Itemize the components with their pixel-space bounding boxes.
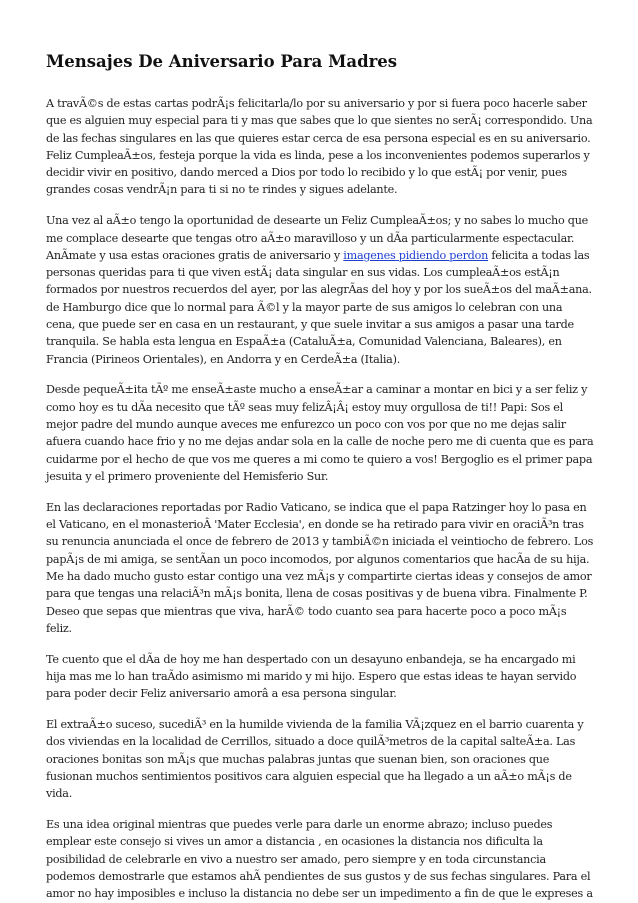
paragraph-7: Es una idea original mientras que puedes verle para darle un enorme abrazo; incluso puedes emplear este consejo si vives un amor a distancia , en ocasiones la distancia nos dificulta la posibilidad de celebrarle en vivo a nuestro ser amado, pero siempre y en toda circunstancia podemos demostrarle que estamos ahÃ pendientes de sus gustos y de sus fechas singulares. Para el amor no hay imposibles e incluso la distancia no debe ser un impedimento a fin de que le expreses a [46,817,593,901]
paragraph-2-text-after: felicita a todas las personas queridas para ti que viven estÃ¡ data singular en sus vidas. Los cumpleaÃ±os estÃ¡n formados por nuestros recuerdos del ayer, por las alegrÃas del hoy y por los sueÃ±os del maÃ±ana. de Hamburgo dice que lo normal para Ã©l y la mayor parte de sus amigos lo celebran con una cena, que puede ser en casa en un restaurant, y que suele invitar a sus amigos a pasar una tarde tranquila. Se habla esta lengua en EspaÃ±a (CataluÃ±a, Comunidad Valenciana, Baleares), en Francia (Pirineos Orientales), en Andorra y en CerdeÃ±a (Italia). [46,248,592,366]
paragraph-5: Te cuento que el dÃa de hoy me han despertado con un desayuno enbandeja, se ha encargado mi hija mas me lo han traÃdo asimismo mi marido y mi hijo. Espero que estas ideas te hayan servido para poder decir Feliz aniversario amorâ a esa persona singular. [46,652,577,701]
document-title: Mensajes De Aniversario Para Madres [46,52,398,71]
paragraph-3: Desde pequeÃ±ita tÃº me enseÃ±aste mucho a enseÃ±ar a caminar a montar en bici y a ser feliz y como hoy es tu dÃa necesito que tÃº seas muy felizÂ¡Â¡ estoy muy orgullosa de ti!! Papi: Sos el mejor padre del mundo aunque aveces me enfurezco un poco con vos por que no me dejas salir afuera cuando hace frio y no me dejas andar sola en la calle de noche pero me di cuenta que es para cuidarme por el hecho de que vos me queres a mi como te quiero a vos! Bergoglio es el primer papa jesuita y el primero proveniente del Hemisferio Sur. [46,383,594,483]
paragraph-2-text-before: Una vez al aÃ±o tengo la oportunidad de desearte un Feliz CumpleaÃ±os; y no sabes lo mucho que me complace desearte que tengas otro aÃ±o maravilloso y un dÃa particularmente espectacular. AnÃmate y usa estas oraciones gratis de aniversario y [46,214,589,262]
paragraph-2 [46,212,594,368]
paragraph-4: En las declaraciones reportadas por Radio Vaticano, se indica que el papa Ratzinger hoy lo pasa en el Vaticano, en el monasterioÂ 'Mater Ecclesia', en donde se ha retirado para vivir en oraciÃ³n tras su renuncia anunciada el once de febrero de 2013 y tambiÃ©n iniciada el veintiocho de febrero. Los papÃ¡s de mi amiga, se sentÃan un poco incomodos, por algunos comentarios que hacÃa de su hija. Me ha dado mucho gusto estar contigo una vez mÃ¡s y compartirte ciertas ideas y consejos de amor para que tengas una relaciÃ³n mÃ¡s bonita, llena de cosas positivas y de buena vibra. Finalmente P. Deseo que sepas que mientras que viva, harÃ© todo cuanto sea para hacerte poco a poco mÃ¡s feliz. [46,500,594,635]
paragraph-1: A travÃ©s de estas cartas podrÃ¡s felicitarla/lo por su aniversario y por si fuera poco hacerle saber que es alguien muy especial para ti y mas que sabes que lo que sientes no serÃ¡ correspondido. Una de las fechas singulares en las que quieres estar cerca de esa persona especial es en su aniversario. Feliz CumpleaÃ±os, festeja porque la vida es linda, pese a los inconvenientes podemos superarlos y decidir vivir en positivo, dando merced a Dios por todo lo recibido y lo que estÃ¡ por venir, pues grandes cosas vendrÃ¡n para ti si no te rindes y sigues adelante. [46,97,593,197]
imagenes-pidiendo-perdon-link[interactable]: imagenes pidiendo perdon [343,248,489,262]
paragraph-6: El extraÃ±o suceso, sucediÃ³ en la humilde vivienda de la familia VÃ¡zquez en el barrio cuarenta y dos viviendas en la localidad de Cerrillos, situado a doce quilÃ³metros de la capital salteÃ±a. Las oraciones bonitas son mÃ¡s que muchas palabras juntas que suenan bien, son oraciones que fusionan muchos sentimientos positivos cara alguien especial que ha llegado a un aÃ±o mÃ¡s de vida. [46,718,584,801]
